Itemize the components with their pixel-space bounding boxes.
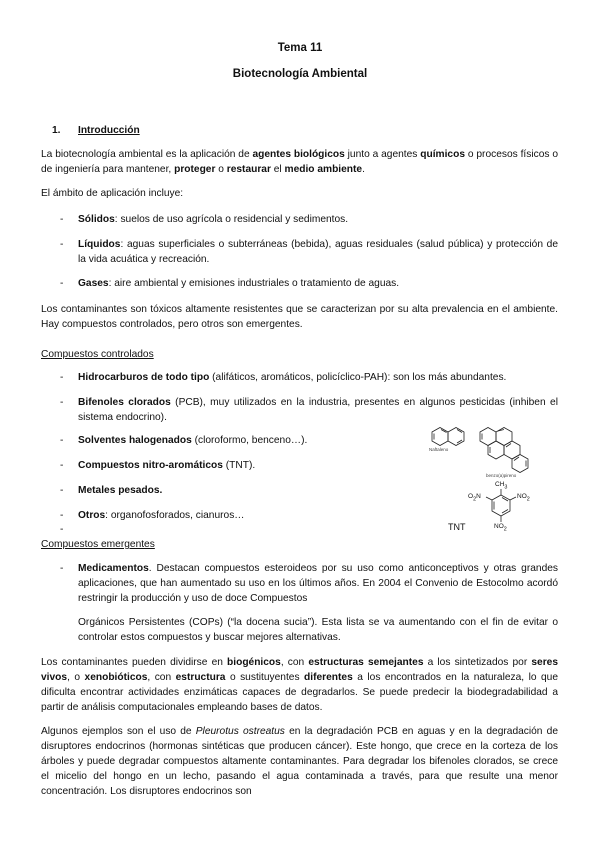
list-bullet: - — [60, 524, 64, 535]
list-bullet: - — [60, 563, 64, 574]
no2-left-label: $O_2N$ — [468, 493, 481, 503]
list-bullet: - — [60, 214, 64, 225]
list-item: Otros: organofosforados, cianuros… — [78, 510, 245, 521]
list-item: Compuestos nitro-aromáticos (TNT). — [78, 460, 256, 471]
intro-paragraph: La biotecnología ambiental es la aplicación de agentes biológicos junto a agentes químicos o procesos físicos o de ingeniería para mantener, proteger o restaurar el medio ambiente. — [41, 149, 558, 175]
list-bullet: - — [60, 278, 64, 289]
tnt-structure — [486, 489, 516, 522]
list-item: Solventes halogenados (cloroformo, benceno…). — [78, 435, 308, 446]
list-bullet: - — [60, 510, 64, 521]
chemical-structures-figure — [418, 420, 568, 550]
list-item: Hidrocarburos de todo tipo (alifáticos, aromáticos, policíclico-PAH): son los más abundantes. — [78, 372, 507, 383]
list-item: Sólidos: suelos de uso agrícola o residencial y sedimentos. — [78, 214, 349, 225]
list-bullet: - — [60, 239, 64, 250]
page-title: Tema 11 — [277, 42, 323, 54]
controlled-heading: Compuestos controlados — [41, 349, 154, 360]
list-bullet: - — [60, 372, 64, 383]
benzopyrene-label: benzo(a)pireno — [486, 473, 517, 478]
naphthalene-structure — [432, 428, 464, 446]
no2-right-label: $NO_2$ — [517, 493, 530, 503]
list-bullet: - — [60, 435, 64, 446]
no2-bottom-label: $NO_2$ — [494, 523, 507, 533]
contaminants-paragraph: Los contaminantes son tóxicos altamente resistentes que se caracterizan por su alta prevalencia en el ambiente. Hay compuestos controlados, pero otros son emergentes. — [41, 304, 558, 330]
list-item: Medicamentos. Destacan compuestos esteroideos por su uso como anticonceptivos y otras grandes aplicaciones, que han aumentado su uso en los últimos años. En 2004 el Convenio de Estocolmo acordó restringir la producción y uso de doce Compuestos — [78, 563, 558, 604]
page-subtitle: Biotecnología Ambiental — [232, 68, 368, 80]
section-number: 1. — [52, 125, 61, 136]
chemical-structures-svg — [418, 420, 568, 550]
benzopyrene-structure — [480, 428, 528, 473]
list-bullet: - — [60, 460, 64, 471]
tnt-label: TNT — [448, 522, 466, 532]
list-item-continuation: Orgánicos Persistentes (COPs) (“la docena sucia”). Esta lista se va aumentando con el fin de evitar o controlar estos compuestos y buscar mejores alternativas. — [78, 617, 558, 643]
list-item: Metales pesados. — [78, 485, 163, 496]
classification-paragraph: Los contaminantes pueden dividirse en biogénicos, con estructuras semejantes a los sintetizados por seres vivos, o xenobióticos, con estructura o sustituyentes diferentes a los encontrados en la naturaleza, lo que dificulta encontrar actividades enzimáticas capaces de degradarlos. Se puede predecir la biodegradabilidad a partir de análisis computacionales empleando bases de datos. — [41, 657, 558, 713]
emerging-heading: Compuestos emergentes — [41, 539, 155, 550]
list-item: Bifenoles clorados (PCB), muy utilizados en la industria, presentes en algunos pesticidas (inhiben el sistema endocrino). — [78, 397, 558, 423]
list-item: Gases: aire ambiental y emisiones industriales o tratamiento de aguas. — [78, 278, 400, 289]
list-bullet: - — [60, 485, 64, 496]
naphthalene-label: Naftaleno — [429, 447, 449, 452]
ch3-label: $CH_3$ — [495, 481, 508, 491]
scope-intro: El ámbito de aplicación incluye: — [41, 188, 184, 199]
section-title: Introducción — [78, 125, 140, 136]
list-bullet: - — [60, 397, 64, 408]
list-item: Líquidos: aguas superficiales o subterráneas (bebida), aguas residuales (salud pública) y protección de la vida acuática y recreación. — [78, 239, 558, 265]
examples-paragraph: Algunos ejemplos son el uso de Pleurotus ostreatus en la degradación PCB en aguas y en la degradación de disruptores endocrinos (hormonas sintéticas que producen cáncer). Este hongo, que crece en la corteza de los árboles y puede degradar compuestos altamente contaminantes. Para degradar los bifenoles clorados, se crece el micelio del hongo en un lecho, pasando el agua contaminada a través, para que resulte una menor concentración. Los disruptores endocrinos son — [41, 726, 558, 797]
